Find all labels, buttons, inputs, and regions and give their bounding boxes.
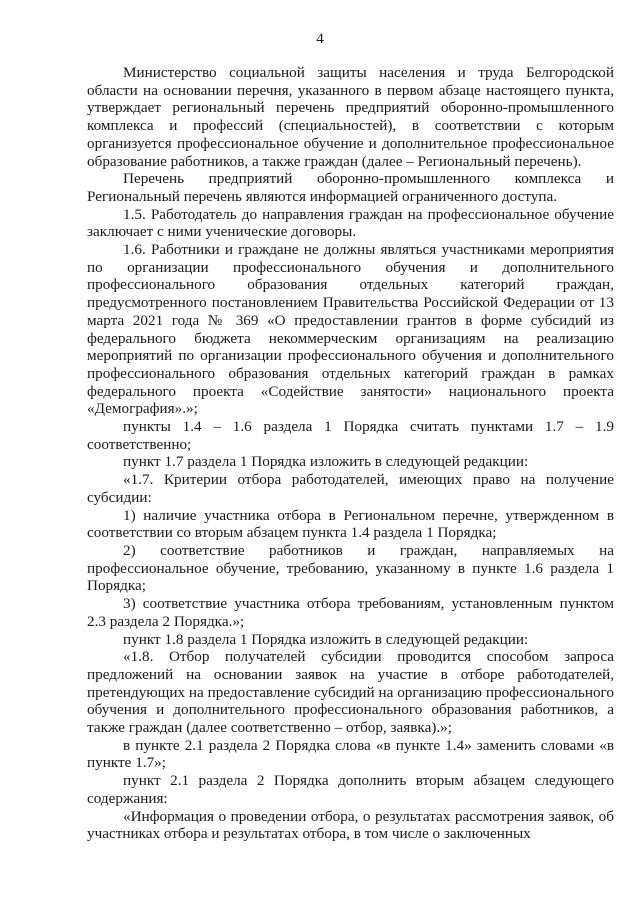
document-body bbox=[87, 64, 614, 843]
paragraph: «Информация о проведении отбора, о результатах рассмотрения заявок, об участниках отбора и результатах отбора, в том числе о заключенных bbox=[87, 807, 614, 843]
paragraph: 2) соответствие работников и граждан, направляемых на профессиональное обучение, требованию, указанному в пункте 1.6 раздела 1 Порядка; bbox=[87, 541, 614, 595]
paragraph: 1.5. Работодатель до направления граждан на профессиональное обучение заключает с ними ученические договоры. bbox=[87, 205, 614, 241]
paragraph: пункт 2.1 раздела 2 Порядка дополнить вторым абзацем следующего содержания: bbox=[87, 772, 614, 807]
paragraph: Министерство социальной защиты населения и труда Белгородской области на основании перечня, указанного в первом абзаце настоящего пункта, утверждает региональный перечень предприятий оборонно-промышленного комплекса и профессий (специальностей), в соответствии с которым организуется профессиональное обучение и дополнительное профессиональное образование работников, а также граждан (далее – Региональный перечень). bbox=[87, 64, 614, 170]
paragraph: «1.7. Критерии отбора работодателей, имеющих право на получение субсидии: bbox=[87, 471, 614, 506]
paragraph: пункты 1.4 – 1.6 раздела 1 Порядка считать пунктами 1.7 – 1.9 соответственно; bbox=[87, 418, 614, 453]
page-number: 4 bbox=[316, 31, 324, 47]
paragraph: «1.8. Отбор получателей субсидии проводится способом запроса предложений на основании заявок на участие в отборе работодателей, претендующих на предоставление субсидий на организацию профессионального обучения и дополнительного профессионального образования работников, а также граждан (далее соответственно – отбор, заявка).»; bbox=[87, 648, 614, 737]
paragraph: 1.6. Работники и граждане не должны являться участниками мероприятия по организации профессионального обучения и дополнительного профессионального образования отдельных категорий граждан, предусмотренного постановлением Правительства Российской Федерации от 13 марта 2021 года № 369 «О предоставлении грантов в форме субсидий из федерального бюджета некоммерческим организациям на реализацию мероприятий по организации профессионального обучения и дополнительного профессионального образования отдельных категорий граждан в рамках федерального проекта «Содействие занятости» национального проекта «Демография».»; bbox=[87, 241, 614, 418]
paragraph: 3) соответствие участника отбора требованиям, установленным пунктом 2.3 раздела 2 Порядка.»; bbox=[87, 595, 614, 630]
paragraph: пункт 1.7 раздела 1 Порядка изложить в следующей редакции: bbox=[123, 453, 529, 471]
paragraph: 1) наличие участника отбора в Региональном перечне, утвержденном в соответствии со вторым абзацем пункта 1.4 раздела 1 Порядка; bbox=[87, 506, 614, 542]
paragraph: пункт 1.8 раздела 1 Порядка изложить в следующей редакции: bbox=[123, 630, 529, 648]
paragraph: в пункте 2.1 раздела 2 Порядка слова «в пункте 1.4» заменить словами «в пункте 1.7»; bbox=[87, 736, 614, 772]
paragraph: Перечень предприятий оборонно-промышленного комплекса и Региональный перечень являются информацией ограниченного доступа. bbox=[87, 170, 614, 205]
